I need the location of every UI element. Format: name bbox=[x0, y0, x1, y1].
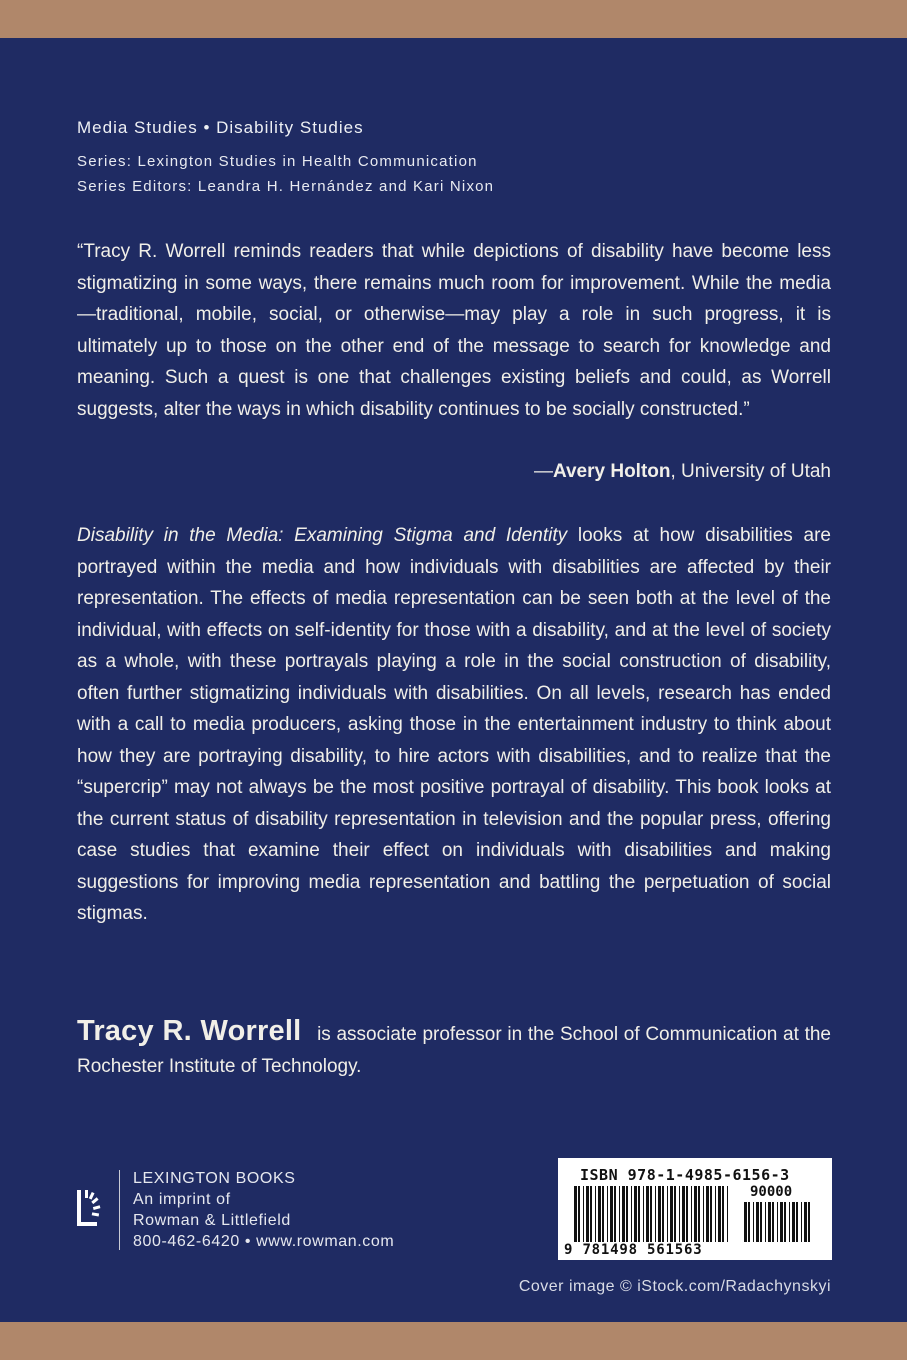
publisher-divider bbox=[119, 1170, 120, 1250]
attribution-dash: — bbox=[533, 461, 553, 482]
price-code: 90000 bbox=[750, 1184, 793, 1200]
isbn-barcode bbox=[558, 1158, 832, 1260]
author-bio bbox=[77, 1015, 831, 1083]
isbn-number: ISBN 978-1-4985-6156-3 bbox=[580, 1166, 790, 1184]
description-body: looks at how disabilities are portrayed within the media and how individuals with disabilities are affected by their representation. The effects of media representation can be seen both at the level of the individual, with effects on self-identity for those with a disability, and at the level of society as a whole, with these portrayals playing a role in the social construction of disability, often further stigmatizing individuals with disabilities. On all levels, research has ended with a call to media producers, asking those in the entertainment industry to think about how they are portraying disability, to hire actors with disabilities, and to realize that the “supercrip” may not always be the most positive portrayal of disability. This book looks at the current status of disability representation in television and the popular press, offering case studies that examine their effect on individuals with disabilities and making suggestions for improving media representation and battling the perpetuation of social stigmas. bbox=[77, 525, 831, 924]
publisher-contact: 800-462-6420 • www.rowman.com bbox=[133, 1233, 395, 1250]
book-title: Disability in the Media: Examining Stigma and Identity bbox=[77, 525, 568, 546]
endorsement-quote: “Tracy R. Worrell reminds readers that while depictions of disability have become less stigmatizing in some ways, there remains much room for improvement. While the media—traditional, mobile, social, or otherwise—may play a role in such progress, it is ultimately up to those on the other end of the message to search for knowledge and meaning. Such a quest is one that challenges existing beliefs and could, as Worrell suggests, alter the ways in which disability continues to be socially constructed.” bbox=[77, 241, 831, 420]
publisher-name: LEXINGTON BOOKS bbox=[133, 1170, 296, 1187]
publisher-imprint: An imprint of bbox=[133, 1191, 231, 1208]
bottom-border-band bbox=[0, 1322, 907, 1360]
author-name: Tracy R. Worrell bbox=[77, 1015, 302, 1047]
author-bio-text: is associate professor in the School of Communication at the Rochester Institute of Technology. bbox=[77, 1024, 832, 1077]
endorser-name: Avery Holton bbox=[552, 461, 671, 482]
ean-digits: 9 781498 561563 bbox=[564, 1242, 703, 1258]
cover-image-credit: Cover image © iStock.com/Radachynskyi bbox=[518, 1278, 831, 1295]
subject-categories: Media Studies • Disability Studies bbox=[77, 118, 364, 137]
publisher-info bbox=[133, 1168, 394, 1252]
publisher-parent: Rowman & Littlefield bbox=[133, 1212, 291, 1229]
series-editors: Series Editors: Leandra H. Hernández and Kari Nixon bbox=[77, 178, 495, 195]
endorsement-attribution bbox=[534, 456, 831, 487]
lexington-logo-icon bbox=[77, 1186, 107, 1226]
book-description bbox=[77, 520, 831, 930]
series-title: Series: Lexington Studies in Health Communication bbox=[77, 153, 478, 170]
back-cover bbox=[0, 38, 907, 1322]
endorser-affiliation: , University of Utah bbox=[670, 461, 831, 482]
top-border-band bbox=[0, 0, 907, 38]
